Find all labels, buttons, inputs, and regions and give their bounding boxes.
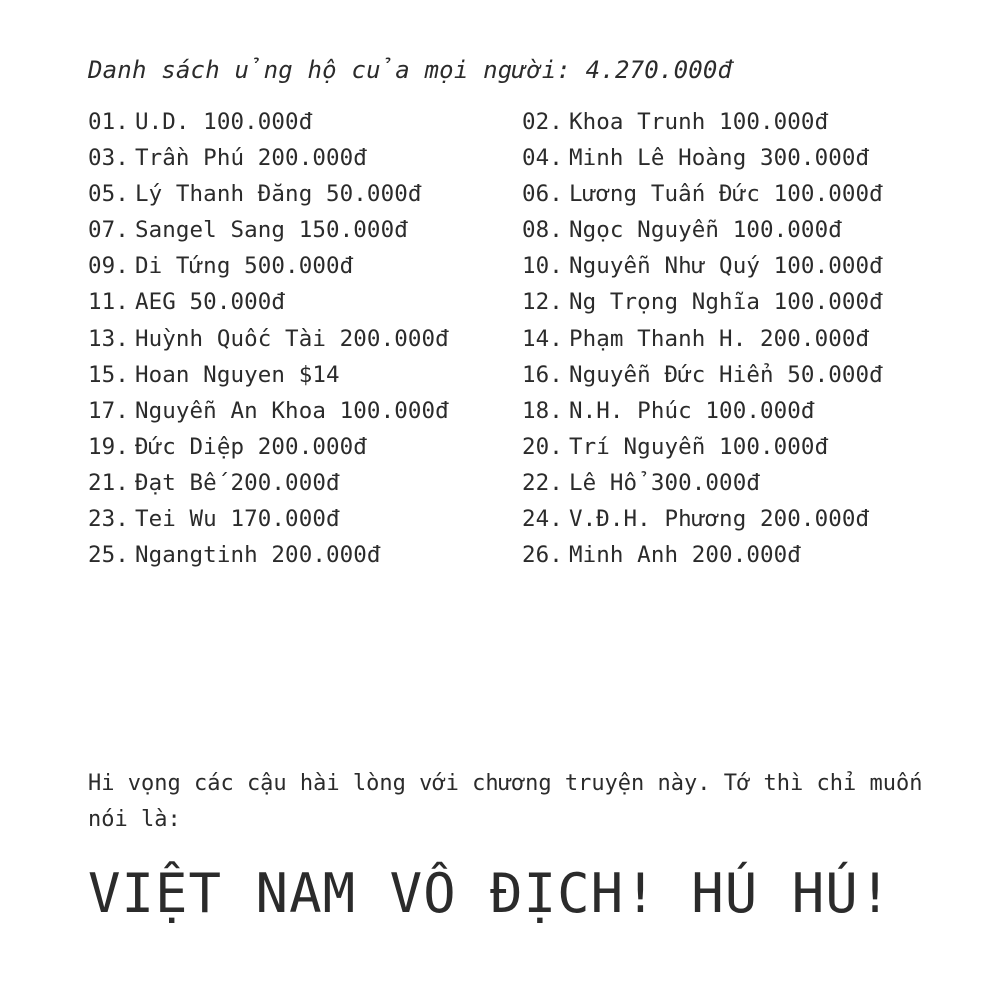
donor-number: 06.: [522, 181, 563, 208]
donor-name-amount: Minh Anh 200.000đ: [568, 542, 801, 569]
donor-name-amount: U.D. 100.000đ: [134, 109, 313, 135]
donor-name-amount: Lương Tuấn Đức 100.000đ: [568, 181, 883, 208]
donor-row: [522, 429, 883, 465]
donor-row: [522, 140, 883, 176]
donor-number: 22.: [522, 469, 563, 496]
donor-number: 13.: [88, 325, 129, 352]
donor-number: 02.: [522, 109, 563, 135]
donor-row: [522, 537, 883, 573]
donor-number: 19.: [88, 433, 129, 460]
donor-number: 01.: [88, 109, 129, 135]
slogan-headline: VIỆT NAM VÔ ĐỊCH! HÚ HÚ!: [88, 862, 893, 925]
donor-name-amount: Nguyễn An Khoa 100.000đ: [134, 397, 449, 424]
donor-name-amount: Ng Trọng Nghĩa 100.000đ: [568, 289, 883, 316]
donor-row: [88, 248, 449, 284]
donor-row: [88, 537, 449, 573]
donor-name-amount: Trí Nguyễn 100.000đ: [568, 433, 829, 460]
donor-row: [522, 393, 883, 429]
donor-number: 04.: [522, 145, 563, 172]
donor-number: 09.: [88, 253, 129, 280]
donor-row: [522, 176, 883, 212]
donor-row: [522, 357, 883, 393]
donor-row: [88, 104, 449, 140]
closing-message: Hi vọng các cậu hài lòng với chương truyện này. Tớ thì chỉ muốn nói là:: [88, 771, 923, 832]
donor-row: [522, 248, 883, 284]
donor-row: [88, 465, 449, 501]
donor-number: 18.: [522, 397, 563, 424]
donor-row: [522, 321, 883, 357]
donor-row: [88, 393, 449, 429]
donor-number: 03.: [88, 145, 129, 172]
donor-name-amount: Hoan Nguyen $14: [134, 361, 340, 388]
donor-name-amount: Tei Wu 170.000đ: [134, 506, 340, 533]
donor-number: 15.: [88, 361, 129, 388]
donor-name-amount: N.H. Phúc 100.000đ: [568, 397, 815, 424]
donor-number: 14.: [522, 325, 563, 352]
donor-name-amount: Minh Lê Hoàng 300.000đ: [568, 145, 870, 172]
donor-name-amount: Sangel Sang 150.000đ: [134, 217, 408, 244]
donor-name-amount: Nguyễn Như Quý 100.000đ: [568, 253, 883, 280]
donor-name-amount: AEG 50.000đ: [134, 289, 286, 316]
donor-row: [522, 284, 883, 320]
donor-name-amount: V.Đ.H. Phương 200.000đ: [568, 506, 870, 533]
donor-number: 12.: [522, 289, 563, 316]
donor-number: 11.: [88, 289, 129, 316]
donor-row: [88, 429, 449, 465]
donor-number: 05.: [88, 181, 129, 208]
donor-row: [522, 465, 883, 501]
donor-name-amount: Lý Thanh Đăng 50.000đ: [134, 181, 422, 208]
donor-number: 25.: [88, 542, 129, 569]
donor-name-amount: Ngangtinh 200.000đ: [134, 542, 381, 569]
donor-column-left: [88, 104, 449, 573]
donor-number: 17.: [88, 397, 129, 424]
donor-row: [522, 212, 883, 248]
donor-name-amount: Nguyễn Đức Hiển 50.000đ: [568, 361, 883, 388]
donor-name-amount: Di Tứng 500.000đ: [134, 253, 354, 280]
donor-number: 16.: [522, 361, 563, 388]
donor-number: 10.: [522, 253, 563, 280]
donor-number: 21.: [88, 469, 129, 496]
donor-name-amount: Phạm Thanh H. 200.000đ: [568, 325, 870, 352]
donor-name-amount: Huỳnh Quốc Tài 200.000đ: [134, 325, 449, 352]
donor-number: 20.: [522, 433, 563, 460]
donor-number: 07.: [88, 217, 129, 244]
donor-number: 23.: [88, 506, 129, 533]
donor-name-amount: Trần Phú 200.000đ: [134, 145, 367, 172]
donor-row: [522, 104, 883, 140]
donor-row: [88, 140, 449, 176]
donor-number: 26.: [522, 542, 563, 569]
donor-name-amount: Ngọc Nguyễn 100.000đ: [568, 217, 842, 244]
donor-row: [88, 357, 449, 393]
donor-row: [88, 501, 449, 537]
donor-row: [88, 176, 449, 212]
donor-name-amount: Đức Diệp 200.000đ: [134, 433, 367, 460]
donor-column-right: [522, 104, 883, 573]
donation-list-title: Danh sách ủng hộ của mọi người: 4.270.000đ: [88, 56, 733, 84]
donor-number: 08.: [522, 217, 563, 244]
donor-name-amount: Lê Hổ 300.000đ: [568, 469, 760, 496]
donor-name-amount: Khoa Trunh 100.000đ: [568, 109, 829, 135]
donor-row: [88, 212, 449, 248]
donor-name-amount: Đạt Bế 200.000đ: [134, 469, 340, 496]
donor-row: [88, 321, 449, 357]
donor-row: [522, 501, 883, 537]
donor-row: [88, 284, 449, 320]
donor-number: 24.: [522, 506, 563, 533]
